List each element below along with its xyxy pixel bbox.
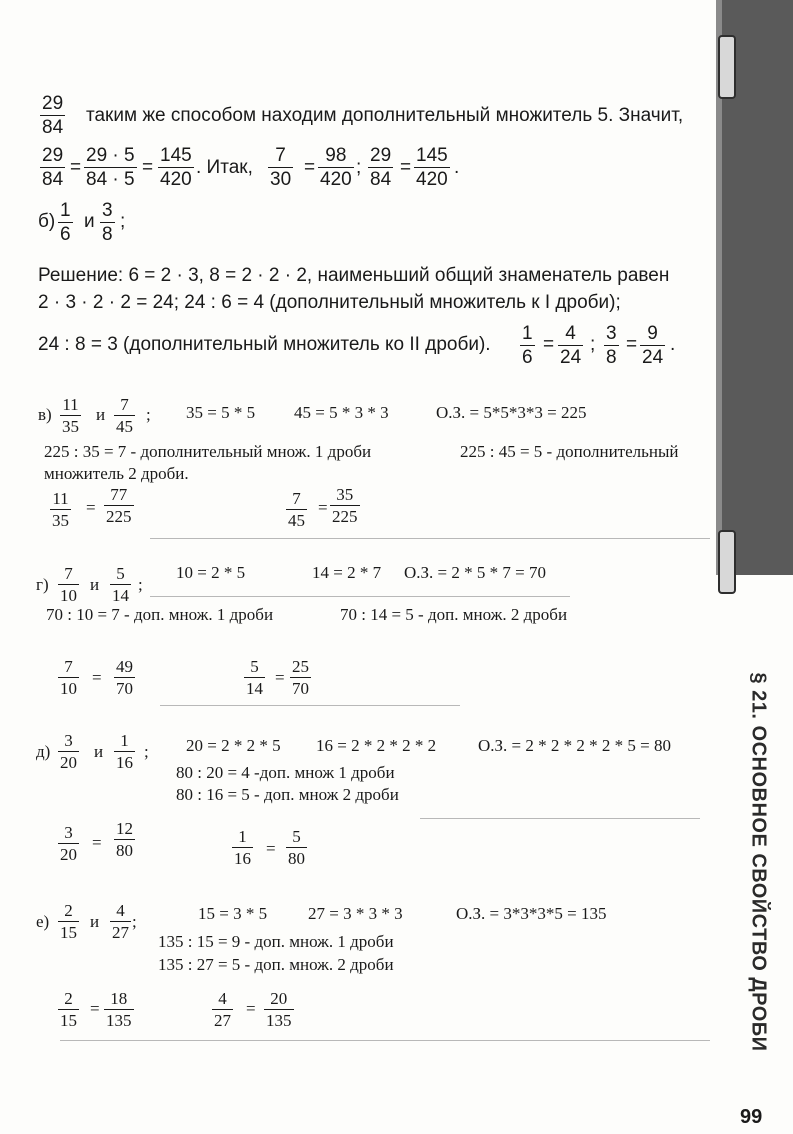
equals-sign: = [626,334,638,355]
numerator: 4 [565,323,576,344]
item-label: в) [38,405,52,424]
denominator: 80 [116,841,133,860]
numerator: 145 [416,145,448,166]
fraction-bar [114,415,135,416]
fraction [232,828,253,867]
denominator: 27 [112,923,129,942]
equals-sign: = [70,157,82,178]
fraction [58,565,79,604]
text-line: 2 · 3 · 2 · 2 = 24; 24 : 6 = 4 (дополнительный множитель к I дроби); [38,292,621,313]
text: ; [138,575,143,594]
numerator: 1 [60,200,71,221]
fraction [264,990,294,1029]
item-label: б) [38,211,56,232]
text: ; [120,211,126,232]
numerator: 35 [336,485,354,504]
numerator: 49 [116,657,133,676]
fraction-bar [58,843,79,844]
numerator: 7 [64,657,73,676]
denominator: 35 [62,417,79,436]
text: ; [356,157,362,178]
fraction [318,146,354,189]
fraction-bar [264,1009,294,1010]
rule-line [150,538,710,539]
denominator: 10 [60,586,77,605]
numerator: 1 [238,827,247,846]
text: ; [590,334,596,355]
fraction-bar [286,847,307,848]
numerator: 18 [110,989,128,1008]
numerator: 2 [64,989,73,1008]
denominator: 14 [246,679,263,698]
fraction-bar [40,115,65,116]
fraction-bar [212,1009,233,1010]
equals-sign: = [92,668,102,687]
fraction [50,490,71,529]
fraction-bar [414,167,450,168]
numerator: 7 [292,489,301,508]
denominator: 8 [606,347,617,368]
fraction-bar [58,1009,79,1010]
numerator: 11 [52,489,69,508]
common-denominator: О.З. = 2 * 2 * 2 * 2 * 5 = 80 [478,736,671,755]
denominator: 16 [234,849,251,868]
fraction-bar [368,167,393,168]
fraction [286,828,307,867]
denominator: 45 [116,417,133,436]
denominator: 84 [370,169,392,190]
text-line: таким же способом находим дополнительный множитель 5. Значит, [86,105,684,126]
fraction [640,324,665,367]
numerator: 3 [64,731,73,750]
denominator: 10 [60,679,77,698]
factorization: 16 = 2 * 2 * 2 * 2 [316,736,437,755]
fraction-bar [290,677,311,678]
numerator: 5 [292,827,301,846]
fraction [114,658,135,697]
equals-sign: = [90,999,100,1018]
fraction-bar [318,167,354,168]
denominator: 20 [60,753,77,772]
text-line: 70 : 10 = 7 - доп. множ. 1 дроби [46,605,274,624]
fraction [58,824,79,863]
fraction [84,146,137,189]
numerator: 9 [647,323,658,344]
denominator: 225 [106,507,132,526]
denominator: 24 [642,347,664,368]
text: и [84,211,95,232]
common-denominator: О.З. = 3*3*3*5 = 135 [456,904,607,923]
text: ; [144,742,149,761]
page-number: 99 [740,1106,763,1128]
text: и [94,742,104,761]
rule-line [420,818,700,819]
text-line: множитель 2 дроби. [44,464,189,483]
denominator: 24 [560,347,582,368]
denominator: 80 [288,849,305,868]
numerator: 2 [64,901,73,920]
fraction [100,201,115,244]
denominator: 135 [106,1011,132,1030]
fraction-bar [104,505,134,506]
factorization: 20 = 2 * 2 * 5 [186,736,281,755]
numerator: 12 [116,819,133,838]
side-section-title: § 21. ОСНОВНОЕ СВОЙСТВО ДРОБИ [747,672,770,1052]
fraction [604,324,619,367]
numerator: 1 [120,731,129,750]
numerator: 145 [160,145,192,166]
fraction [290,658,311,697]
denominator: 14 [112,586,129,605]
fraction [58,990,79,1029]
tab-notch-bottom [718,530,736,594]
fraction-bar [58,677,79,678]
text: и [90,912,100,931]
fraction-bar [60,415,81,416]
equals-sign: = [400,157,412,178]
numerator: 98 [325,145,347,166]
fraction [158,146,194,189]
fraction-bar [604,345,619,346]
text-line: 24 : 8 = 3 (дополнительный множитель ко II дроби). [38,334,491,355]
denominator: 420 [320,169,352,190]
tab-notch-top [718,35,736,99]
fraction-bar [244,677,265,678]
denominator: 6 [522,347,533,368]
denominator: 420 [416,169,448,190]
numerator: 3 [606,323,617,344]
fraction [114,396,135,435]
factorization: 35 = 5 * 5 [186,403,256,422]
text-line: 80 : 16 = 5 - доп. множ 2 дроби [176,785,399,804]
equals-sign: = [142,157,154,178]
item-label: г) [36,575,49,594]
rule-line [160,705,460,706]
equals-sign: = [92,833,102,852]
denominator: 30 [270,169,292,190]
fraction-bar [520,345,535,346]
factorization: 15 = 3 * 5 [198,904,268,923]
numerator: 7 [64,564,73,583]
equals-sign: = [304,157,316,178]
factorization: 14 = 2 * 7 [312,563,382,582]
fraction [60,396,81,435]
fraction [268,146,293,189]
equals-sign: = [543,334,555,355]
factorization: 27 = 3 * 3 * 3 [308,904,403,923]
fraction-bar [558,345,583,346]
fraction [104,990,134,1029]
rule-line [60,1040,710,1041]
text: ; [146,405,151,424]
fraction-bar [286,509,307,510]
denominator: 8 [102,224,113,245]
fraction-bar [104,1009,134,1010]
numerator: 5 [250,657,259,676]
rule-line [150,596,570,597]
equals-sign: = [246,999,256,1018]
numerator: 77 [110,485,128,504]
denominator: 16 [116,753,133,772]
text-line: 225 : 35 = 7 - дополнительный множ. 1 дроби [44,442,372,461]
numerator: 1 [522,323,533,344]
fraction-bar [58,584,79,585]
item-label: д) [36,742,51,761]
denominator: 135 [266,1011,292,1030]
denominator: 27 [214,1011,231,1030]
denominator: 225 [332,507,358,526]
numerator: 20 [270,989,288,1008]
text: . [454,157,460,178]
text-line: Решение: 6 = 2 · 3, 8 = 2 · 2 · 2, наименьший общий знаменатель равен [38,265,670,286]
denominator: 6 [60,224,71,245]
fraction-bar [330,505,360,506]
fraction-bar [58,222,73,223]
fraction-bar [114,751,135,752]
numerator: 3 [102,200,113,221]
denominator: 420 [160,169,192,190]
fraction [368,146,393,189]
text-line: 135 : 15 = 9 - доп. множ. 1 дроби [158,932,394,951]
numerator: 29 [42,93,64,114]
common-denominator: О.З. = 2 * 5 * 7 = 70 [404,563,546,582]
numerator: 4 [218,989,227,1008]
denominator: 70 [116,679,133,698]
text: . [670,334,676,355]
fraction-bar [50,509,71,510]
denominator: 15 [60,1011,77,1030]
fraction [414,146,450,189]
denominator: 35 [52,511,69,530]
numerator: 11 [62,395,79,414]
numerator: 29 [370,145,392,166]
fraction [558,324,583,367]
fraction-bar [640,345,665,346]
fraction-bar [58,921,79,922]
text: и [96,405,106,424]
fraction [40,146,65,189]
fraction-bar [110,584,131,585]
fraction [520,324,535,367]
text-line: 135 : 27 = 5 - доп. множ. 2 дроби [158,955,394,974]
denominator: 70 [292,679,309,698]
fraction [244,658,265,697]
text: ; [132,912,137,931]
equals-sign: = [86,498,96,517]
equals-sign: = [318,498,328,517]
fraction-bar [114,677,135,678]
fraction-bar [100,222,115,223]
common-denominator: О.З. = 5*5*3*3 = 225 [436,403,587,422]
fraction [110,902,131,941]
denominator: 15 [60,923,77,942]
fraction-bar [84,167,137,168]
numerator: 4 [116,901,125,920]
numerator: 29 [42,145,64,166]
equals-sign: = [275,668,285,687]
denominator: 84 [42,169,64,190]
numerator: 29 · 5 [86,145,135,166]
fraction-bar [110,921,131,922]
fraction [58,201,73,244]
text: . Итак, [196,157,253,178]
denominator: 84 · 5 [86,169,135,190]
fraction-bar [58,751,79,752]
text-line: 225 : 45 = 5 - дополнительный [460,442,679,461]
fraction-bar [114,839,135,840]
fraction [40,94,65,137]
fraction-bar [40,167,65,168]
text-line: 70 : 14 = 5 - доп. множ. 2 дроби [340,605,568,624]
text-line: 80 : 20 = 4 -доп. множ 1 дроби [176,763,395,782]
text: и [90,575,100,594]
denominator: 84 [42,117,64,138]
fraction [58,658,79,697]
fraction [58,732,79,771]
fraction [58,902,79,941]
numerator: 5 [116,564,125,583]
factorization: 45 = 5 * 3 * 3 [294,403,389,422]
fraction [286,490,307,529]
fraction [114,820,135,859]
fraction-bar [232,847,253,848]
numerator: 25 [292,657,309,676]
denominator: 45 [288,511,305,530]
factorization: 10 = 2 * 5 [176,563,246,582]
fraction [104,486,134,525]
fraction-bar [158,167,194,168]
numerator: 7 [275,145,286,166]
fraction [110,565,131,604]
fraction [114,732,135,771]
numerator: 3 [64,823,73,842]
denominator: 20 [60,845,77,864]
numerator: 7 [120,395,129,414]
fraction-bar [268,167,293,168]
equals-sign: = [266,839,276,858]
item-label: е) [36,912,50,931]
fraction [212,990,233,1029]
fraction [330,486,360,525]
